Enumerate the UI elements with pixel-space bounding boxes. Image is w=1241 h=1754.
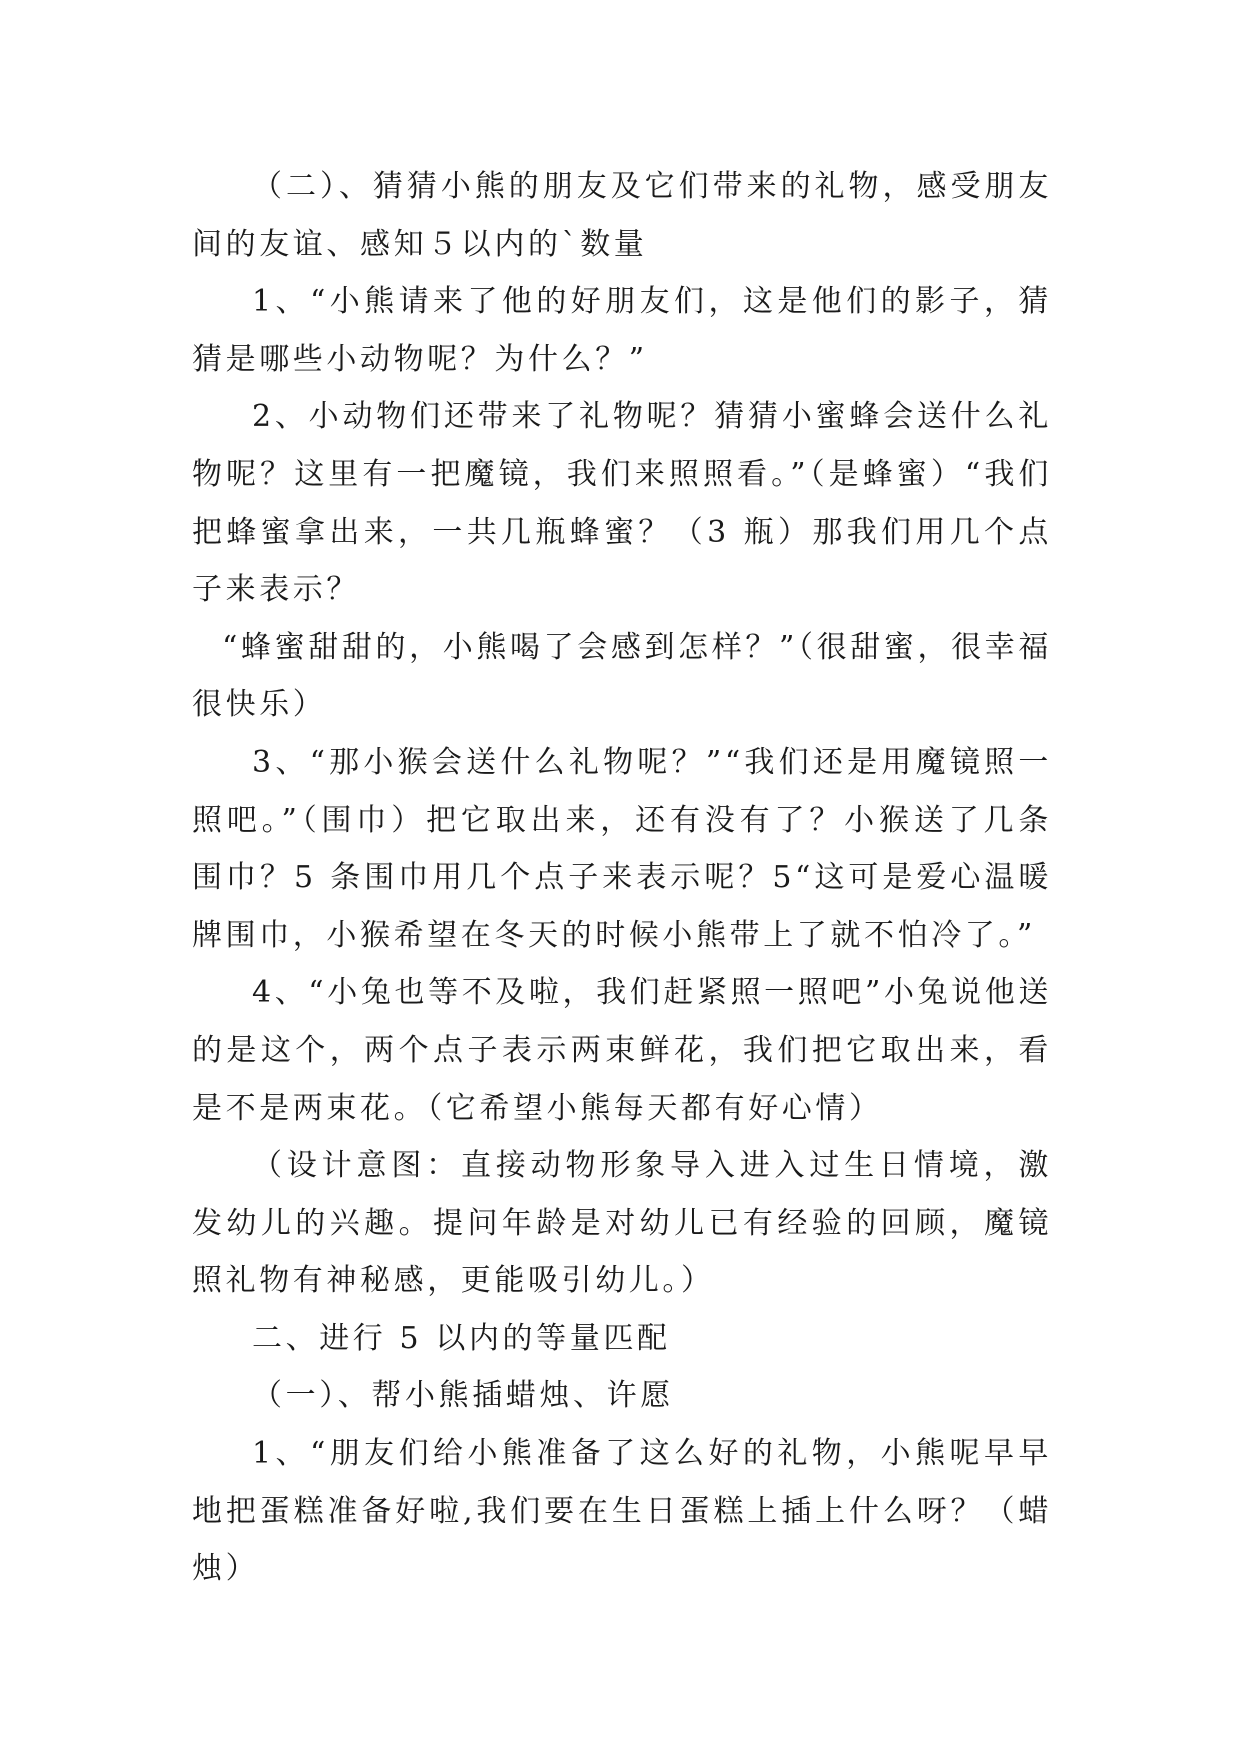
paragraph-design-intent: （设计意图：直接动物形象导入进入过生日情境，激发幼儿的兴趣。提问年龄是对幼儿已有经验的回顾，魔镜照礼物有神秘感，更能吸引幼儿。） <box>192 1148 1052 1299</box>
paragraph-subsection-candles: （一）、帮小熊插蜡烛、许愿 <box>252 1378 674 1414</box>
paragraph-section-two-heading: 二、进行 5 以内的等量匹配 <box>252 1320 671 1356</box>
paragraph-step-4-flowers: 4、“小兔也等不及啦，我们赶紧照一照吧”小兔说他送的是这个，两个点子表示两束鲜花，我们把它取出来，看是不是两束花。（它希望小熊每天都有好心情） <box>192 975 1052 1126</box>
paragraph-step-1-cake: 1、“朋友们给小熊准备了这么好的礼物，小熊呢早早地把蛋糕准备好啦,我们要在生日蛋糕上插上什么呀？（蜡烛） <box>192 1436 1052 1587</box>
paragraph-step-2-honey: 2、小动物们还带来了礼物呢？猜猜小蜜蜂会送什么礼物呢？这里有一把魔镜，我们来照照看。”（是蜂蜜）“我们把蜂蜜拿出来，一共几瓶蜂蜜？（3 瓶）那我们用几个点子来表示？ <box>192 399 1052 608</box>
paragraph-step-1-shadows: 1、“小熊请来了他的好朋友们，这是他们的影子，猜猜是哪些小动物呢？为什么？” <box>192 284 1052 377</box>
document-body <box>192 158 1052 1598</box>
paragraph-guess-friends-heading: （二）、猜猜小熊的朋友及它们带来的礼物，感受朋友间的友谊、感知５以内的`数量 <box>192 169 1052 262</box>
paragraph-honey-sweet: “蜂蜜甜甜的，小熊喝了会感到怎样？”（很甜蜜，很幸福很快乐） <box>192 629 1052 723</box>
paragraph-step-3-scarf: 3、“那小猴会送什么礼物呢？”“我们还是用魔镜照一照吧。”（围巾）把它取出来，还有没有了？小猴送了几条围巾？5 条围巾用几个点子来表示呢？5“这可是爱心温暖牌围巾，小猴希望在冬天的时候小熊带上了就不怕冷了。” <box>192 744 1052 953</box>
